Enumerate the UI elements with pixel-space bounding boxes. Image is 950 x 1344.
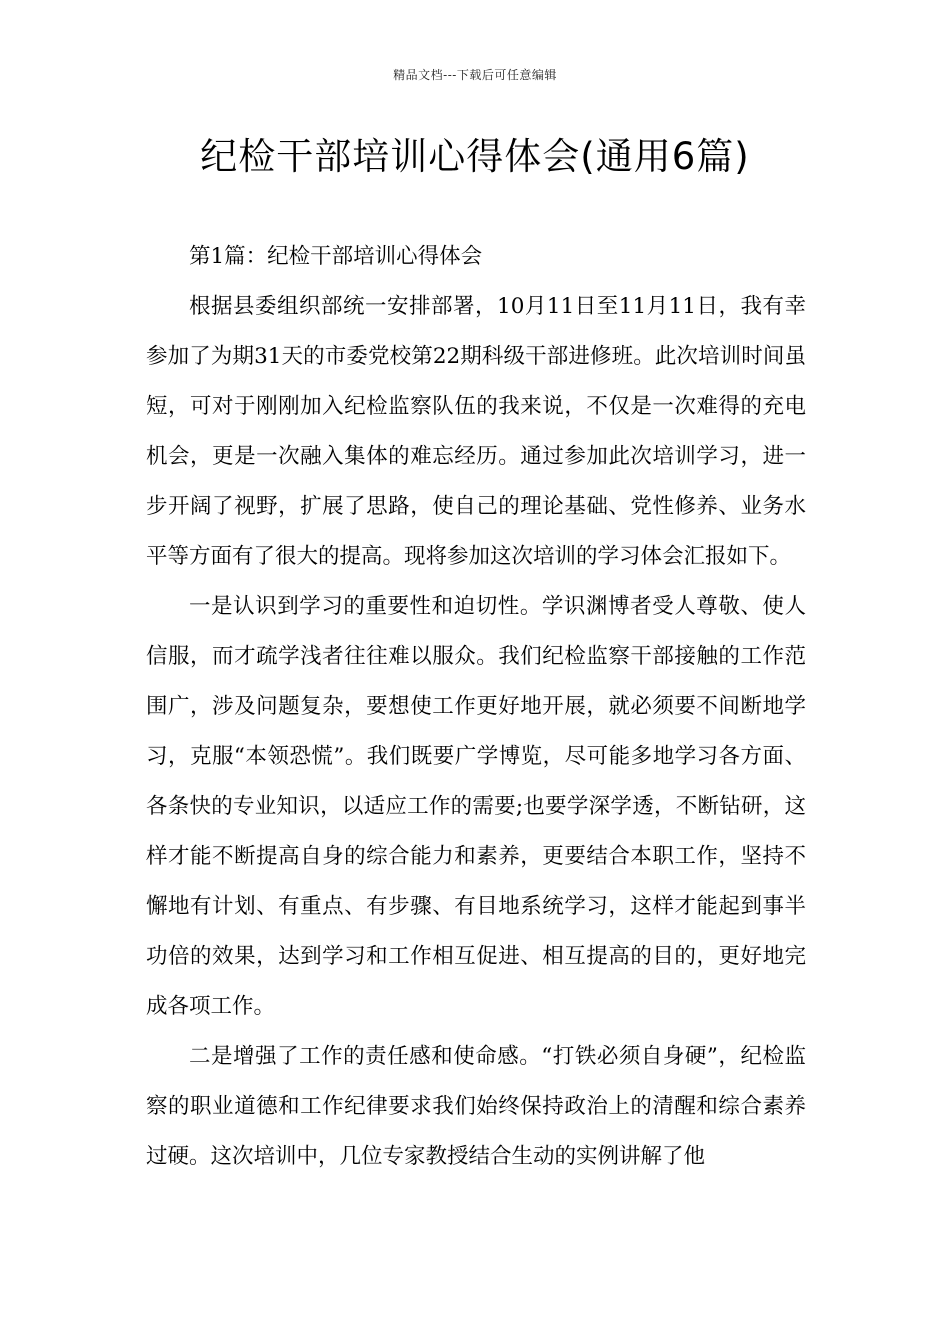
- section-subheading: 第1篇：纪检干部培训心得体会: [189, 244, 483, 269]
- header-note: 精品文档---下载后可任意编辑: [393, 68, 557, 82]
- body-paragraph: 根据县委组织部统一安排部署，10月11日至11月11日，我有幸参加了为期31天的市委党校第22期科级干部进修班。此次培训时间虽短，可对于刚刚加入纪检监察队伍的我来说，不仅是一次难得的充电机会，更是一次融入集体的难忘经历。通过参加此次培训学习，进一步开阔了视野，扩展了思路，使自己的理论基础、党性修养、业务水平等方面有了很大的提高。现将参加这次培训的学习体会汇报如下。: [146, 294, 806, 569]
- body-paragraph: 二是增强了工作的责任感和使命感。“打铁必须自身硬”，纪检监察的职业道德和工作纪律要求我们始终保持政治上的清醒和综合素养过硬。这次培训中，几位专家教授结合生动的实例讲解了他: [146, 1044, 806, 1169]
- document-title: 纪检干部培训心得体会(通用6篇): [200, 135, 750, 178]
- document-body: [146, 232, 806, 1182]
- body-paragraph: 一是认识到学习的重要性和迫切性。学识渊博者受人尊敬、使人信服，而才疏学浅者往往难以服众。我们纪检监察干部接触的工作范围广，涉及问题复杂，要想使工作更好地开展，就必须要不间断地学习，克服“本领恐慌”。我们既要广学博览，尽可能多地学习各方面、各条快的专业知识，以适应工作的需要;也要学深学透，不断钻研，这样才能不断提高自身的综合能力和素养，更要结合本职工作，坚持不懈地有计划、有重点、有步骤、有目地系统学习，这样才能起到事半功倍的效果，达到学习和工作相互促进、相互提高的目的，更好地完成各项工作。: [146, 594, 806, 1019]
